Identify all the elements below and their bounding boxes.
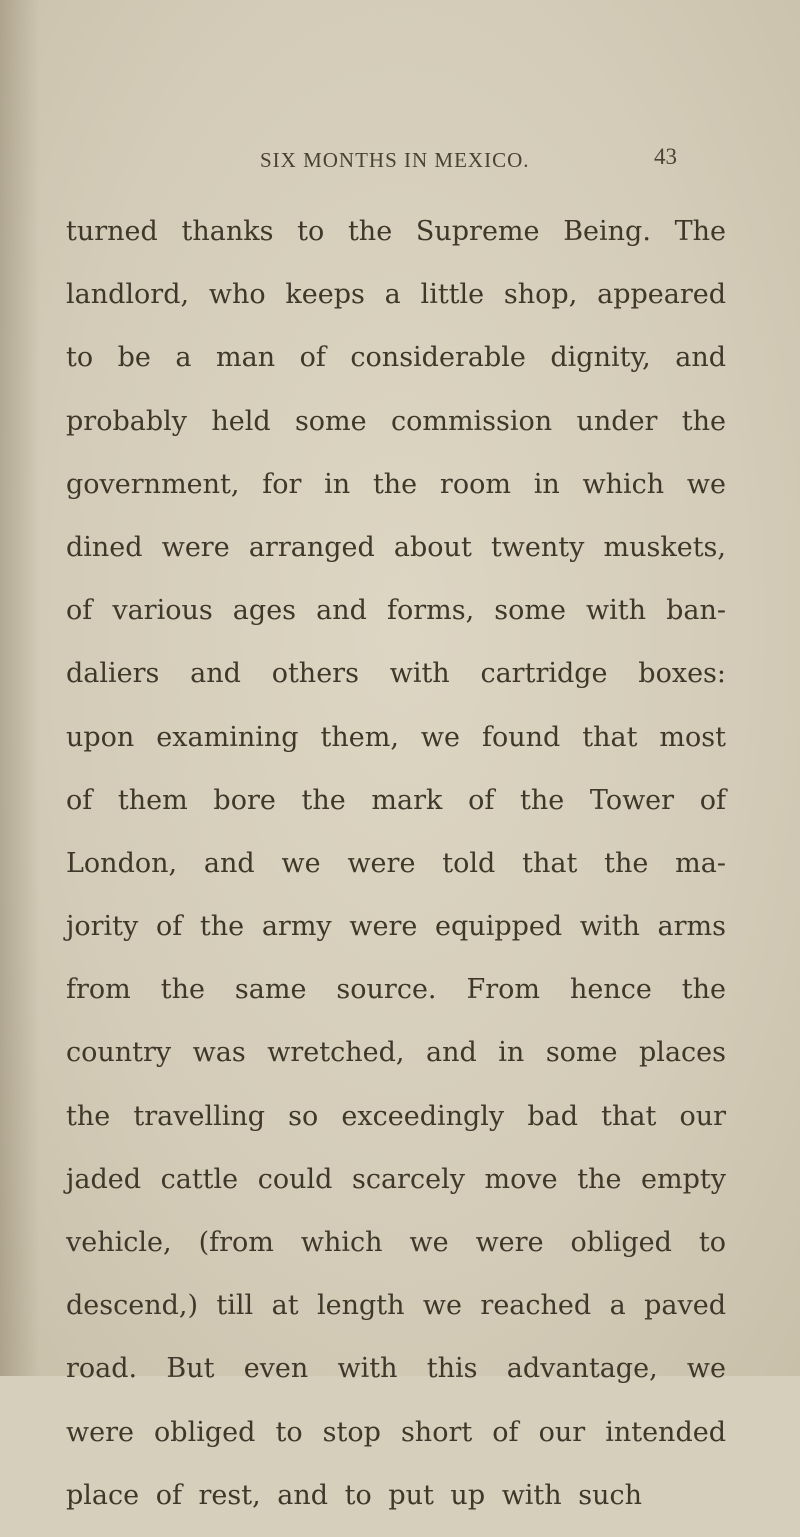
text-line: to be a man of considerable dignity, and xyxy=(66,342,726,374)
text-line: government, for in the room in which we xyxy=(66,468,726,500)
text-line: upon examining them, we found that most xyxy=(66,721,726,753)
text-line: place of rest, and to put up with such xyxy=(66,1479,643,1511)
text-line: road. But even with this advantage, we xyxy=(66,1353,726,1385)
text-line: vehicle, (from which we were obliged to xyxy=(66,1227,726,1258)
text-line: the travelling so exceedingly bad that our xyxy=(66,1100,726,1132)
text-line: jaded cattle could scarcely move the empty xyxy=(66,1163,726,1195)
text-line: London, and we were told that the ma- xyxy=(66,847,726,879)
text-line: turned thanks to the Supreme Being. The xyxy=(66,216,726,247)
text-line: of various ages and forms, some with ban- xyxy=(66,595,726,627)
text-line: descend,) till at length we reached a paved xyxy=(66,1290,726,1322)
text-line: dined were arranged about twenty muskets, xyxy=(66,531,726,563)
page-gutter-shadow xyxy=(0,0,40,1376)
text-line: from the same source. From hence the xyxy=(66,974,726,1006)
page-number: 43 xyxy=(654,144,677,169)
text-line: landlord, who keeps a little shop, appeared xyxy=(66,279,726,311)
text-line: daliers and others with cartridge boxes: xyxy=(66,658,726,690)
text-line: probably held some commission under the xyxy=(66,405,726,437)
text-line: jority of the army were equipped with arms xyxy=(66,911,726,943)
text-line: country was wretched, and in some places xyxy=(66,1037,726,1069)
running-head xyxy=(0,144,800,178)
text-line: of them bore the mark of the Tower of xyxy=(66,784,726,816)
running-title: SIX MONTHS IN MEXICO. xyxy=(260,148,530,172)
body-text xyxy=(66,210,726,1537)
text-line: were obliged to stop short of our intended xyxy=(66,1416,726,1448)
